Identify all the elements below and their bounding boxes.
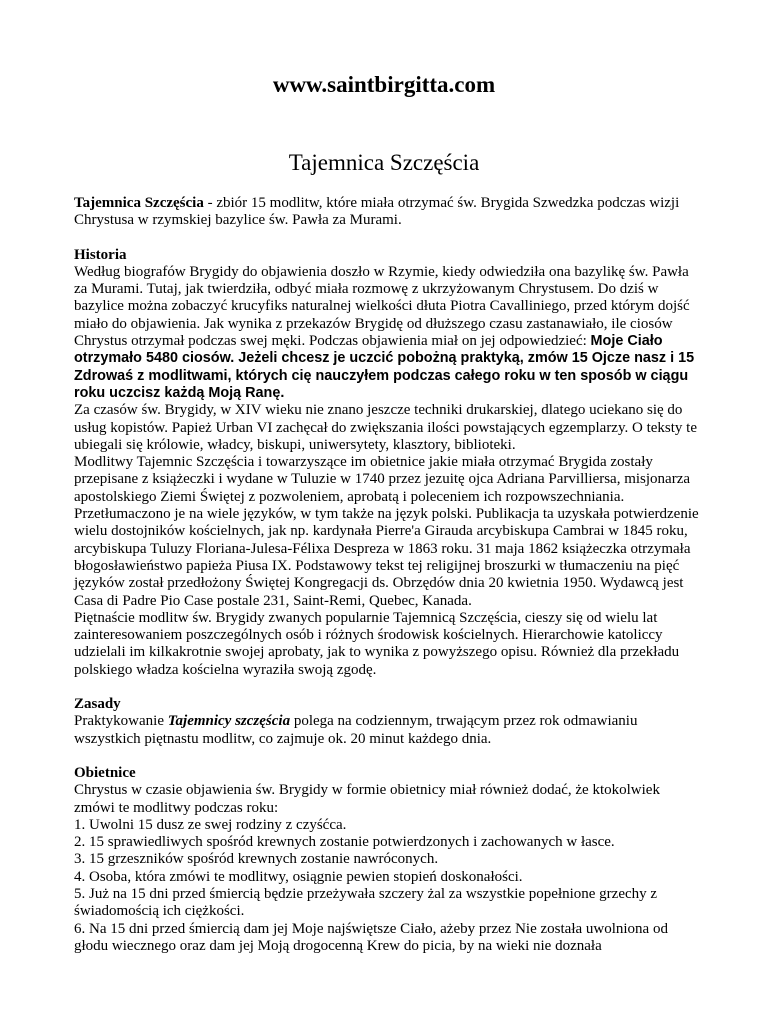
historia-paragraph-2: Za czasów św. Brygidy, w XIV wieku nie znano jeszcze techniki drukarskiej, dlatego uciekano się do usług kopistów. Papież Urban VI zachęcał do zwiększania ilości powstających egzemplarzy. O teksty te ubiegali się królowie, władcy, biskupi, uniwersytety, klasztory, biblioteki. bbox=[74, 402, 697, 453]
obietnice-intro: Chrystus w czasie objawienia św. Brygidy w formie obietnicy miał również dodać, że ktokolwiek zmówi te modlitwy podczas roku: bbox=[74, 782, 660, 816]
zasady-heading: Zasady bbox=[74, 696, 121, 713]
promise-item-6: 6. Na 15 dni przed śmiercią dam jej Moje najświętsze Ciało, ażeby przez Nie została uwolniona od głodu wiecznego oraz dam jej Moją drogocenną Krew do picia, by na wieki nie doznała bbox=[74, 920, 668, 954]
promise-item-3: 3. 15 grzeszników spośród krewnych zostanie nawróconych. bbox=[74, 851, 439, 868]
intro-paragraph bbox=[74, 195, 700, 230]
zasady-post: polega na codziennym, trwającym przez rok odmawianiu wszystkich piętnastu modlitw, co zajmuje ok. 20 minut każdego dnia. bbox=[74, 713, 638, 747]
zasady-term: Tajemnicy szczęścia bbox=[167, 713, 291, 730]
intro-text: - zbiór 15 modlitw, które miała otrzymać św. Brygida Szwedzka podczas wizji Chrystusa w rzymskiej bazylice św. Pawła za Murami. bbox=[74, 195, 680, 229]
christ-quote: Moje Ciało otrzymało 5480 ciosów. Jeżeli chcesz je uczcić pobożną praktyką, zmów 15 Ojcze nasz i 15 Zdrowaś z modlitwami, których cię nauczyłem podczas całego roku w ten sposób w ciągu roku uczcisz każdą Moją Ranę. bbox=[74, 333, 695, 401]
promise-item-1: 1. Uwolni 15 dusz ze swej rodziny z czyśćca. bbox=[74, 816, 347, 833]
historia-paragraph-4: Piętnaście modlitw św. Brygidy zwanych popularnie Tajemnicą Szczęścia, cieszy się od wielu lat zainteresowaniem poszczególnych osób i różnych środowisk kościelnych. Hierarchowie katoliccy udzielali im kilkakrotnie swojej aprobaty, jak to wynika z powyższego opisu. Również dla przekładu polskiego władza kościelna wyraziła swoją zgodę. bbox=[74, 609, 680, 678]
promise-item-4: 4. Osoba, która zmówi te modlitwy, osiągnie pewien stopień doskonałości. bbox=[74, 868, 523, 885]
historia-p1-lead: Według biografów Brygidy do objawienia doszło w Rzymie, kiedy odwiedziła ona bazylikę św. Pawła za Murami. Tutaj, jak twierdziła, odbyć miała rozmowę z ukrzyżowanym Chrystusem. Do dziś w bazylice można zobaczyć krucyfiks naturalnej wielkości dłuta Piotra Cavalliniego, przed którym dojść miało do objawienia. Jak wynika z przekazów Brygidę od dłuższego czasu zastanawiało, ile ciosów Chrystus otrzymał podczas swej męki. Podczas objawienia miał on jej odpowiedzieć: bbox=[74, 263, 690, 350]
obietnice-heading: Obietnice bbox=[74, 764, 136, 781]
historia-paragraph-3: Modlitwy Tajemnic Szczęścia i towarzyszące im obietnice jakie miała otrzymać Brygida zostały przepisane z książeczki i wydane w Tuluzie w 1740 przez jezuitę ojca Adriana Parvilliersa, misjonarza apostolskiego Ziemi Świętej z pozwoleniem, aprobatą i poleceniem ich rozpowszechniania. Przetłumaczono je na wiele języków, w tym także na język polski. Publikacja ta uzyskała potwierdzenie wielu dostojników kościelnych, jak np. kardynała Pierre'a Girauda arcybiskupa Cambrai w 1845 roku, arcybiskupa Tuluzy Floriana-Julesa-Félixa Despreza w 1863 roku. 31 maja 1862 książeczka otrzymała błogosławieństwo papieża Piusa IX. Podstawowy tekst tej religijnej broszurki w tłumaczeniu na pięć języków został przedłożony Świętej Kongregacji ds. Obrzędów dnia 20 kwietnia 1950. Wydawcą jest Casa di Padre Pio Case postale 231, Saint-Remi, Quebec, Kanada. bbox=[74, 454, 699, 609]
page-title: Tajemnica Szczęścia bbox=[288, 150, 480, 175]
promise-item-5: 5. Już na 15 dni przed śmiercią będzie przeżywała szczery żal za wszystkie popełnione grzechy z świadomością ich ciężkości. bbox=[74, 885, 658, 920]
document-body bbox=[74, 195, 700, 955]
zasady-paragraph bbox=[74, 713, 700, 748]
intro-term: Tajemnica Szczęścia bbox=[74, 195, 204, 211]
historia-heading: Historia bbox=[74, 246, 127, 263]
promise-item-2: 2. 15 sprawiedliwych spośród krewnych zostanie potwierdzonych i zachowanych w łasce. bbox=[74, 834, 615, 851]
zasady-pre: Praktykowanie bbox=[74, 713, 168, 730]
site-url: www.saintbirgitta.com bbox=[272, 72, 496, 97]
historia-paragraph-1 bbox=[74, 264, 700, 402]
